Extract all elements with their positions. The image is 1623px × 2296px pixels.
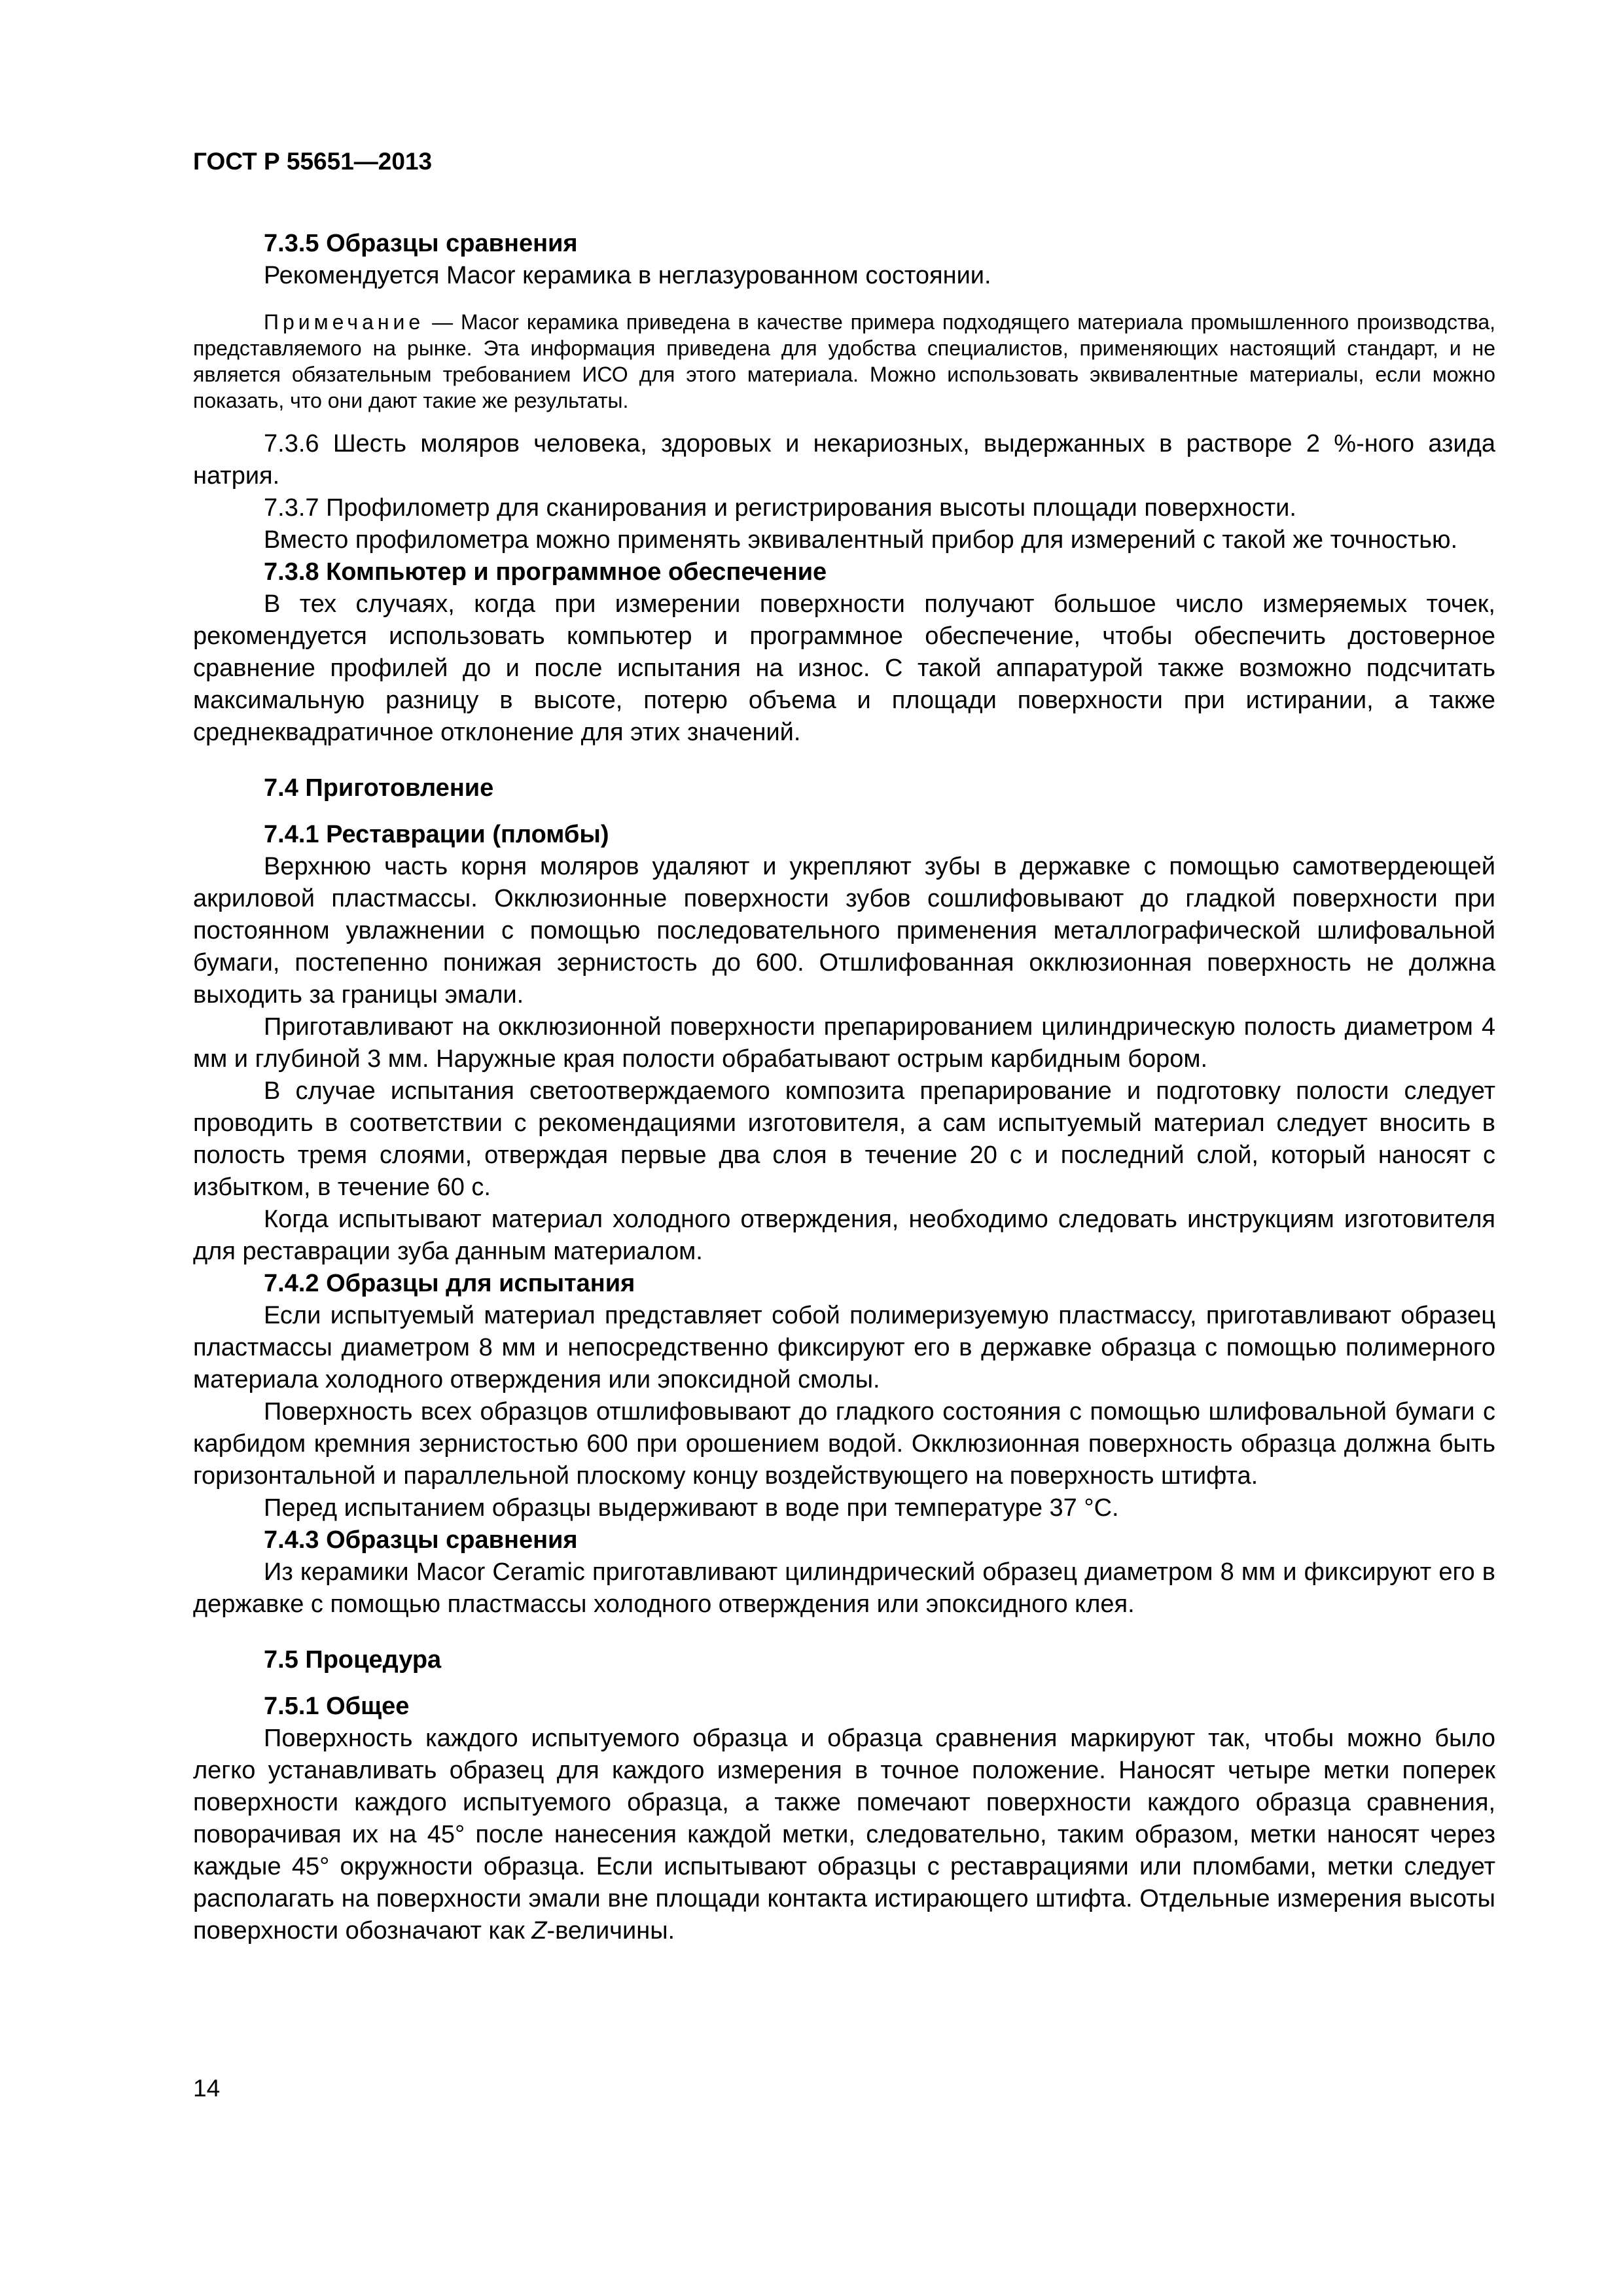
note [193,309,1495,414]
section-7-3-5-text: Рекомендуется Macor керамика в неглазурованном состоянии. [264,262,991,289]
page-number: 14 [193,2075,221,2102]
section-7-3-8-heading: 7.3.8 Компьютер и программное обеспечение [264,558,827,586]
section-7-5-heading: 7.5 Процедура [264,1646,442,1674]
section-7-3-5-heading: 7.3.5 Образцы сравнения [264,230,578,257]
section-7-5-1-text: Поверхность каждого испытуемого образца и образца сравнения маркируют так, чтобы можно было легко устанавливать образец для каждого измерения в точное положение. Наносят четыре метки поперек поверхности каждого испытуемого образца, а также помечают поверхности каждого образца сравнения, поворачивая их на 45° после нанесения каждой метки, следовательно, таким образом, метки наносят через каждые 45° окружности образца. Если испытывают образцы с реставрациями или пломбами, метки следует располагать на поверхности эмали вне площади контакта истирающего штифта. Отдельные измерения высоты поверхности обозначают как [193,1725,1495,1945]
note-text: — Macor керамика приведена в качестве примера подходящего материала промышленного производства, представляемого на рынке. Эта информация приведена для удобства специалистов, применяющих настоящий стандарт, и не является обязательным требованием ИСО для этого материала. Можно использовать эквивалентные материалы, если можно показать, что они дают такие же результаты. [193,310,1495,412]
section-7-3-8-text: В тех случаях, когда при измерении поверхности получают большое число измеряемых точек, рекомендуется использовать компьютер и программное обеспечение, чтобы обеспечить достоверное сравнение профилей до и после испытания на износ. С такой аппаратурой также возможно подсчитать максимальную разницу в высоте, потерю объема и площади поверхности при истирании, а также среднеквадратичное отклонение для этих значений. [193,590,1495,746]
section-7-4-3-paragraph: Из керамики Macor Ceramic приготавливают цилиндрический образец диаметром 8 мм и фиксируют его в державке с помощью пластмассы холодного отверждения или эпоксидного клея. [193,1558,1495,1618]
section-7-4-2-paragraph: Если испытуемый материал представляет собой полимеризуемую пластмассу, приготавливают образец пластмассы диаметром 8 мм и непосредственно фиксируют его в державке образца с помощью полимерного материала холодного отверждения или эпоксидной смолы. [193,1302,1495,1393]
section-7-5-1-text-end: -величины. [546,1917,675,1945]
section-7-4-3-heading: 7.4.3 Образцы сравнения [264,1526,578,1554]
z-variable: Z [531,1917,547,1945]
document-body [193,228,1495,1947]
section-7-4-1-heading: 7.4.1 Реставрации (пломбы) [264,821,609,848]
section-7-4-1-paragraph: Когда испытывают материал холодного отверждения, необходимо следовать инструкциям изготовителя для реставрации зуба данным материалом. [193,1206,1495,1265]
section-7-4-1-paragraph: В случае испытания светоотверждаемого композита препарирование и подготовку полости следует проводить в соответствии с рекомендациями изготовителя, а сам испытуемый материал следует вносить в полость тремя слоями, отверждая первые два слоя в течение 20 с и последний слой, который наносят с избытком, в течение 60 с. [193,1077,1495,1201]
section-7-4-1-paragraph: Верхнюю часть корня моляров удаляют и укрепляют зубы в державке с помощью самотвердеющей акриловой пластмассы. Окклюзионные поверхности зубов сошлифовывают до гладкой поверхности при постоянном увлажнении с помощью последовательного применения металлографической шлифовальной бумаги, постепенно понижая зернистость до 600. Отшлифованная окклюзионная поверхность не должна выходить за границы эмали. [193,853,1495,1009]
document-header: ГОСТ Р 55651—2013 [193,148,433,175]
section-7-3-7-text: 7.3.7 Профилометр для сканирования и регистрирования высоты площади поверхности. [264,494,1296,522]
note-label: Примечание [264,310,425,334]
section-7-4-heading: 7.4 Приготовление [264,774,494,802]
section-7-3-7-text-2: Вместо профилометра можно применять эквивалентный прибор для измерений с такой же точностью. [264,526,1458,554]
section-7-4-2-paragraph: Поверхность всех образцов отшлифовывают до гладкого состояния с помощью шлифовальной бумаги с карбидом кремния зернистостью 600 при орошением водой. Окклюзионная поверхность образца должна быть горизонтальной и параллельной плоскому концу воздействующего на поверхность штифта. [193,1398,1495,1490]
section-7-5-1-paragraph [193,1723,1495,1947]
section-7-3-6-text: 7.3.6 Шесть моляров человека, здоровых и некариозных, выдержанных в растворе 2 %-ного азида натрия. [193,430,1495,490]
section-7-4-2-paragraph: Перед испытанием образцы выдерживают в воде при температуре 37 °С. [264,1494,1119,1522]
section-7-5-1-heading: 7.5.1 Общее [264,1693,410,1720]
section-7-4-1-paragraph: Приготавливают на окклюзионной поверхности препарированием цилиндрическую полость диаметром 4 мм и глубиной 3 мм. Наружные края полости обрабатывают острым карбидным бором. [193,1013,1495,1073]
section-7-4-2-heading: 7.4.2 Образцы для испытания [264,1270,635,1297]
